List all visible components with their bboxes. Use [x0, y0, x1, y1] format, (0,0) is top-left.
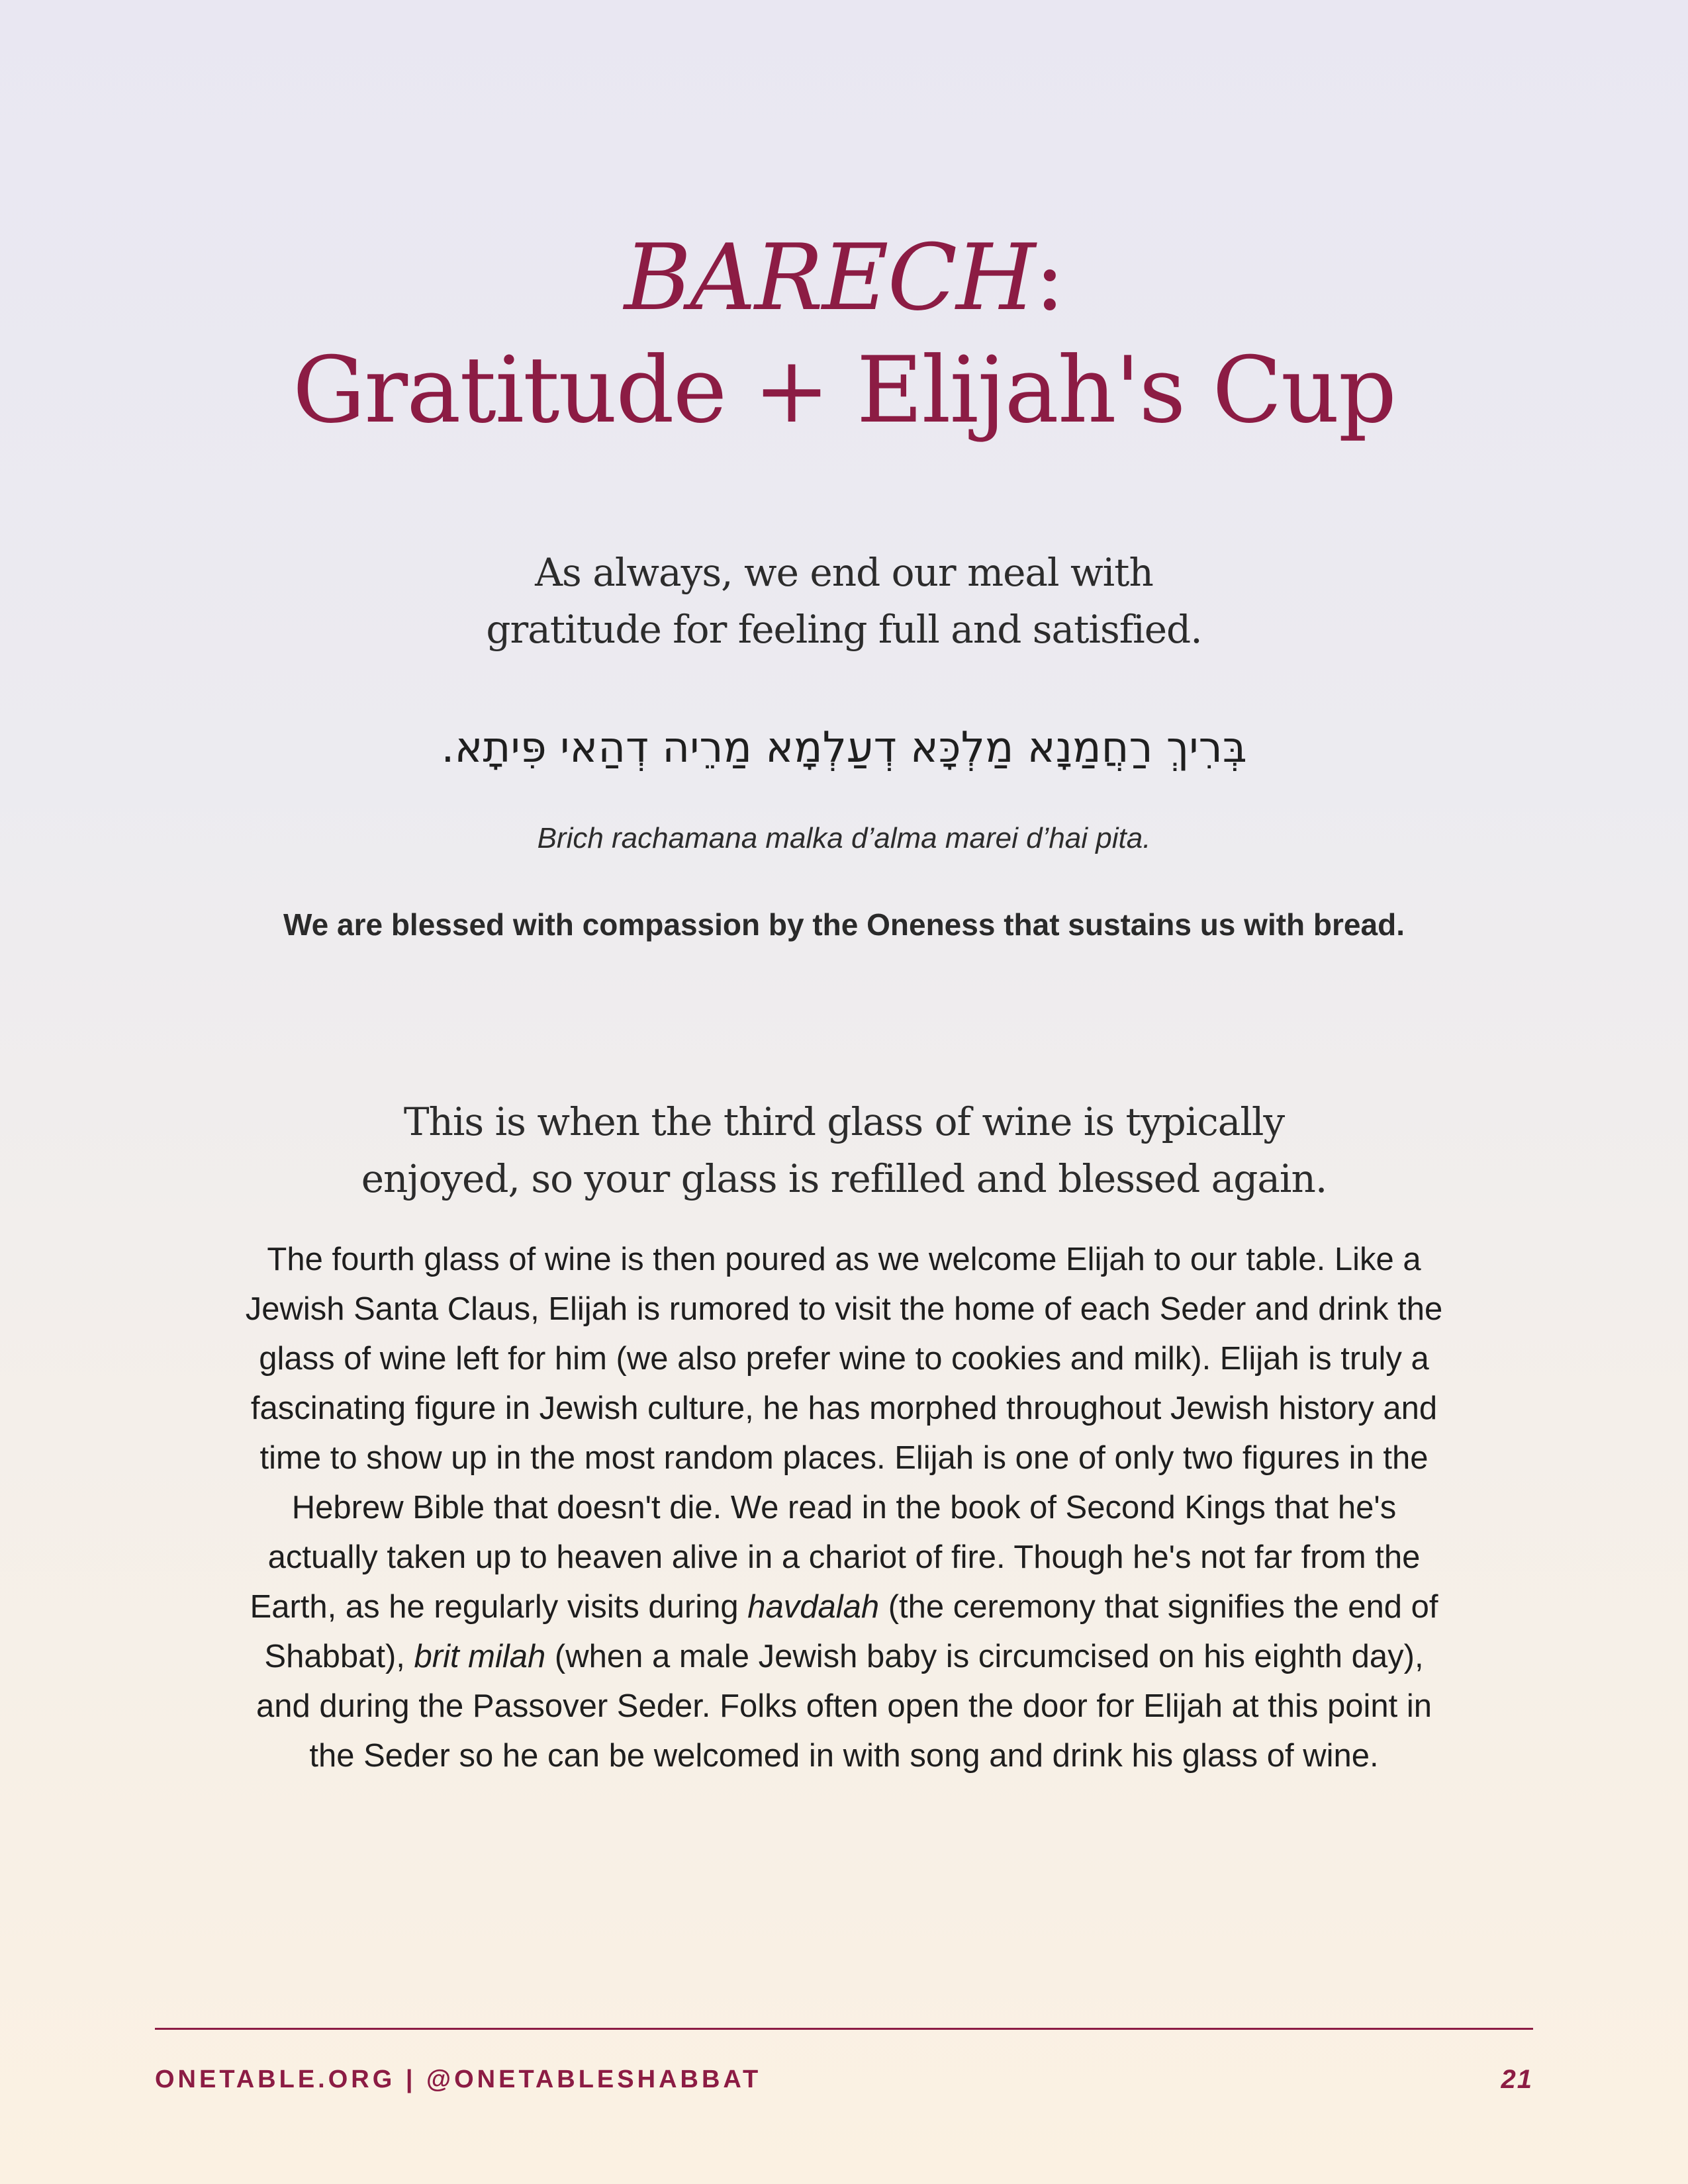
intro-text [265, 544, 1423, 658]
term-havdalah: havdalah [747, 1589, 880, 1625]
wine-intro-text [232, 1093, 1456, 1207]
blessing-translation: We are blessed with compassion by the Oneness that sustains us with bread. [283, 907, 1405, 942]
intro-line-2: gratitude for feeling full and satisfied. [486, 607, 1202, 652]
elijah-body-paragraph [238, 1235, 1450, 1781]
footer-site-handle: ONETABLE.ORG | @ONETABLESHABBAT [155, 2066, 762, 2093]
hebrew-blessing: בְּרִיךְ רַחֲמַנָא מַלְכָּא דְעַלְמָא מַרֵיה דְהַאי פִּיתָא. [441, 723, 1247, 772]
wine-line-1: This is when the third glass of wine is typically [403, 1099, 1285, 1144]
blessing-transliteration: Brich rachamana malka d’alma marei d’hai pita. [537, 822, 1151, 854]
intro-line-1: As always, we end our meal with [535, 550, 1153, 595]
title-line-1 [0, 225, 1688, 331]
page-number: 21 [1501, 2065, 1533, 2094]
title-colon: : [1034, 224, 1064, 331]
title-barech: BARECH [624, 224, 1035, 331]
wine-line-2: enjoyed, so your glass is refilled and blessed again. [361, 1156, 1327, 1201]
term-brit-milah: brit milah [414, 1639, 546, 1674]
body-part-1: The fourth glass of wine is then poured as we welcome Elijah to our table. Like a Jewish Santa Claus, Elijah is rumored to visit the home of each Seder and drink the glass of wine left for him (we also prefer wine to cookies and milk). Elijah is truly a fascinating figure in Jewish culture, he has morphed throughout Jewish history and time to show up in the most random places. Elijah is one of only two figures in the Hebrew Bible that doesn't die. We read in the book of Second Kings that he's actually taken up to heaven alive in a chariot of fire. Though he's not far from the Earth, as he regularly visits during [245, 1242, 1443, 1625]
footer-divider [155, 2028, 1533, 2030]
page-title [0, 225, 1688, 450]
title-line-2: Gratitude + Elijah's Cup [292, 337, 1396, 443]
body-part-2: (the ceremony that signifies the end of Shabbat), [264, 1589, 1438, 1674]
body-part-3: (when a male Jewish baby is circumcised on his eighth day), and during the Passover Seder. Folks often open the door for Elijah at this point in the Seder so he can be welcomed in with song and drink his glass of wine. [256, 1639, 1432, 1774]
